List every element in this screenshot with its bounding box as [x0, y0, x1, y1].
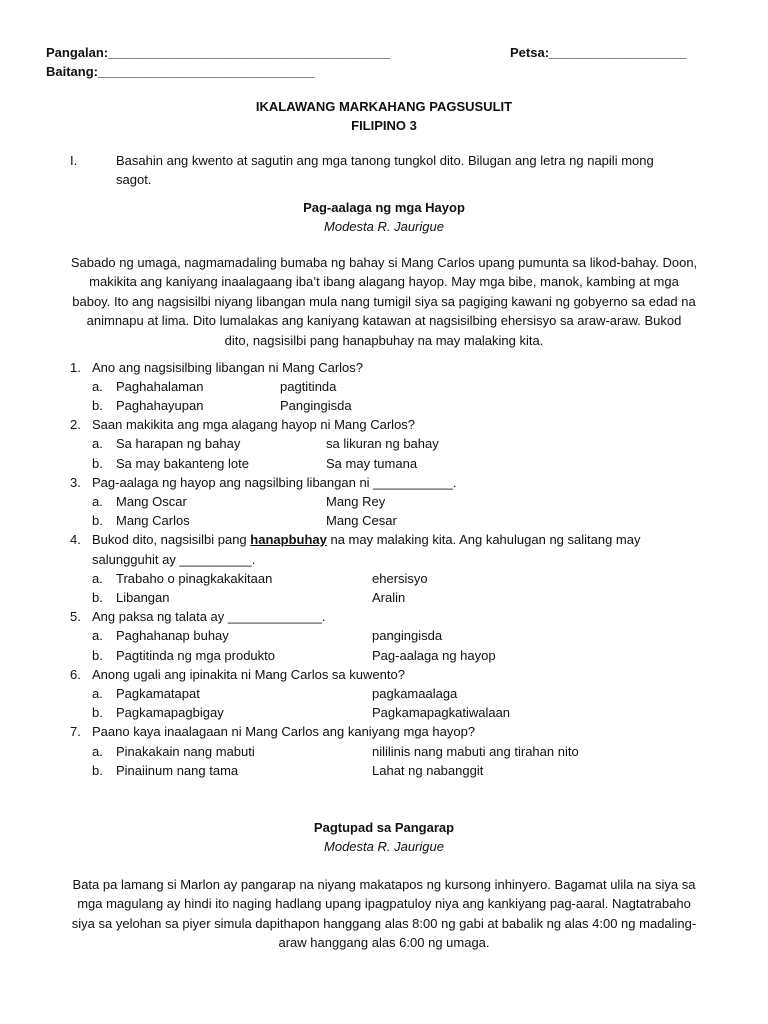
choice-b: Pinaiinum nang tama: [116, 763, 239, 778]
question-number: 3.: [70, 475, 81, 490]
choice-c: pangingisda: [372, 628, 443, 643]
question-number: 4.: [70, 532, 81, 547]
question-text: Paano kaya inaalagaan ni Mang Carlos ang kaniyang mga hayop?: [92, 724, 476, 739]
question-text-part: Bukod dito, nagsisilbi pang: [92, 532, 251, 547]
choice-a: Sa harapan ng bahay: [116, 436, 241, 451]
story-2-line: mga magulang ay hindi ito naging hadlang upang ipagpatuloy niya ang kankiyang pag-aaral. Nagtatrabaho: [77, 896, 691, 912]
choice-c: ehersisyo: [372, 571, 428, 586]
choice-b: Paghahayupan: [116, 398, 204, 413]
choice-letter: b.: [92, 705, 103, 720]
choice-b: Pagkamapagbigay: [116, 705, 224, 720]
choice-a: Paghahalaman: [116, 379, 204, 394]
choice-letter: a.: [92, 379, 103, 394]
story-1-line: baboy. Ito ang nagsisilbi niyang libangan mula nang tumigil siya sa pagiging kawani ng gobyerno sa edad na: [72, 293, 696, 309]
choice-letter: a.: [92, 494, 103, 509]
choice-letter: a.: [92, 744, 103, 759]
choice-letter: b.: [92, 590, 103, 605]
choice-d: Pangingisda: [280, 398, 352, 413]
question-text-continued: salungguhit ay __________.: [92, 552, 256, 567]
question-number: 5.: [70, 609, 81, 624]
choice-a: Pagkamatapat: [116, 686, 200, 701]
choice-b: Mang Carlos: [116, 513, 190, 528]
story-2-line: araw hanggang alas 6:00 ng umaga.: [278, 935, 490, 951]
choice-letter: b.: [92, 456, 103, 471]
choice-b: Libangan: [116, 590, 170, 605]
choice-d: Pagkamapagkatiwalaan: [372, 705, 511, 720]
choice-a: Paghahanap buhay: [116, 628, 229, 643]
date-field-label: Petsa:___________________: [510, 45, 687, 60]
section-number: I.: [70, 153, 78, 168]
choice-a: Mang Oscar: [116, 494, 187, 509]
choice-letter: b.: [92, 398, 103, 413]
choice-c: pagtitinda: [280, 379, 337, 394]
question-text: Saan makikita ang mga alagang hayop ni Mang Carlos?: [92, 417, 416, 432]
choice-d: Pag-aalaga ng hayop: [372, 648, 496, 663]
story-2-line: Bata pa lamang si Marlon ay pangarap na niyang makatapos ng kursong inhinyero. Bagamat ulila na siya sa: [72, 877, 696, 892]
choice-b: Pagtitinda ng mga produkto: [116, 648, 275, 663]
exam-subject: FILIPINO 3: [351, 118, 417, 133]
question-text-part: na may malaking kita. Ang kahulugan ng salitang may: [326, 532, 641, 547]
grade-field-label: Baitang:______________________________: [46, 64, 315, 79]
story-1-author: Modesta R. Jaurigue: [324, 219, 444, 234]
story-2-paragraph: [44, 875, 724, 953]
story-1-line: makikita ang kaniyang inaalagaang iba’t ibang alagang hayop. May mga bibe, manok, kambing at mga: [89, 274, 679, 290]
choice-letter: b.: [92, 648, 103, 663]
question-text: Pag-aalaga ng hayop ang nagsilbing libangan ni ___________.: [92, 475, 457, 490]
name-field-label: Pangalan:_______________________________________: [46, 45, 391, 60]
instructions-line-1: Basahin ang kwento at sagutin ang mga tanong tungkol dito. Bilugan ang letra ng napili mong: [116, 153, 654, 168]
question-text: Ano ang nagsisilbing libangan ni Mang Carlos?: [92, 360, 364, 375]
choice-d: Mang Cesar: [326, 513, 397, 528]
question-number: 7.: [70, 724, 81, 739]
choice-a: Pinakakain nang mabuti: [116, 744, 255, 759]
exam-title: IKALAWANG MARKAHANG PAGSUSULIT: [255, 99, 513, 114]
choice-c: nililinis nang mabuti ang tirahan nito: [372, 744, 579, 759]
story-2-author: Modesta R. Jaurigue: [324, 839, 444, 854]
choice-c: sa likuran ng bahay: [326, 436, 439, 451]
story-2-line: siya sa yelohan sa piyer simula dapithapon hanggang alas 8:00 ng gabi at babalik ng alas 4:00 ng madaling-: [71, 915, 697, 931]
choice-letter: a.: [92, 628, 103, 643]
question-number: 6.: [70, 667, 81, 682]
choice-d: Aralin: [372, 590, 406, 605]
instructions-line-2: sagot.: [116, 172, 152, 187]
story-1-line: Sabado ng umaga, nagmamadaling bumaba ng bahay si Mang Carlos upang pumunta sa likod-bahay. Doon,: [70, 255, 698, 270]
underlined-word: hanapbuhay: [250, 532, 327, 547]
choice-c: pagkamaalaga: [372, 686, 458, 701]
choice-letter: a.: [92, 686, 103, 701]
choice-b: Sa may bakanteng lote: [116, 456, 249, 471]
question-text: Ang paksa ng talata ay _____________.: [92, 609, 326, 624]
choice-letter: a.: [92, 571, 103, 586]
question-number: 2.: [70, 417, 81, 432]
choice-a: Trabaho o pinagkakakitaan: [116, 571, 273, 586]
question-text: Anong ugali ang ipinakita ni Mang Carlos sa kuwento?: [92, 667, 405, 682]
choice-letter: a.: [92, 436, 103, 451]
question-text: [92, 532, 641, 547]
story-1-line: dito, nagsisilbi pang hanapbuhay na may malaking kita.: [224, 332, 544, 348]
choice-c: Mang Rey: [326, 494, 386, 509]
choice-d: Sa may tumana: [326, 456, 418, 471]
choice-letter: b.: [92, 763, 103, 778]
story-1-line: animnapu at lima. Dito lumalakas ang kaniyang katawan at nagsisilbing ehersisyo sa araw-araw. Bukod: [86, 313, 682, 329]
question-number: 1.: [70, 360, 81, 375]
choice-d: Lahat ng nabanggit: [372, 763, 484, 778]
story-1-title: Pag-aalaga ng mga Hayop: [303, 200, 465, 215]
story-1-paragraph: [44, 253, 724, 350]
choice-letter: b.: [92, 513, 103, 528]
story-2-title: Pagtupad sa Pangarap: [313, 820, 455, 835]
